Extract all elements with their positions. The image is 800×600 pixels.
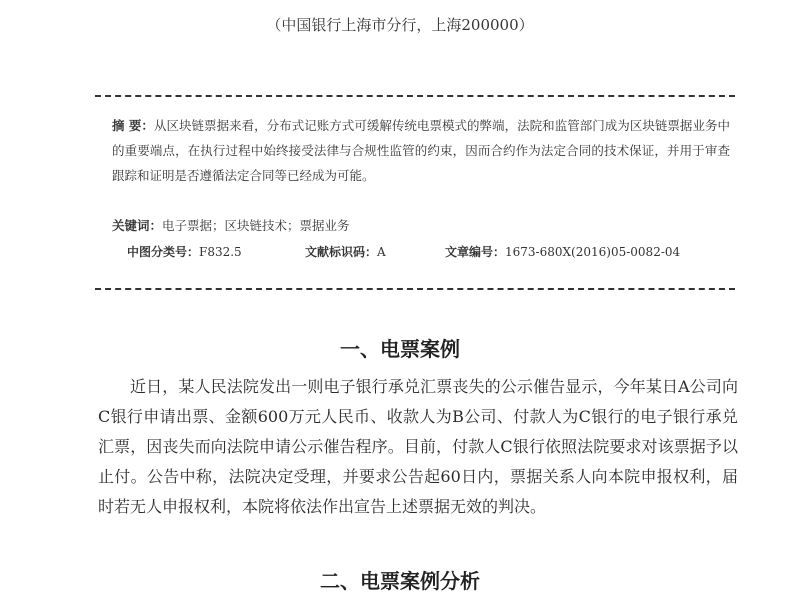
section-heading-e-bill-case: 一、电票案例 xyxy=(340,337,460,361)
clc-value: F832.5 xyxy=(199,245,242,259)
top-dashed-divider xyxy=(95,95,735,97)
article-number-value: 1673-680X(2016)05-0082-04 xyxy=(505,245,681,259)
article-number-label: 文章编号： xyxy=(445,245,506,259)
document-code xyxy=(305,243,386,260)
section-body-e-bill-case: 近日，某人民法院发出一则电子银行承兑汇票丧失的公示催告显示，今年某日A公司向C银行申请出票、金额600万元人民币、收款人为B公司、付款人为C银行的电子银行承兑汇票，因丧失而向法院申请公示催告程序。目前，付款人C银行依照法院要求对该票据予以止付。公告中称，法院决定受理，并要求公告起60日内，票据关系人向本院申报权利，届时若无人申报权利，本院将依法作出宣告上述票据无效的判决。 xyxy=(98,377,738,516)
author-affiliation: （中国银行上海市分行，上海200000） xyxy=(266,16,534,34)
bottom-dashed-divider xyxy=(95,288,735,290)
clc-number xyxy=(127,243,242,260)
abstract-label: 摘 要： xyxy=(112,118,154,133)
keywords-line xyxy=(112,216,350,234)
keywords-label: 关键词： xyxy=(112,218,163,233)
cropped-author-line xyxy=(345,0,455,4)
clc-label: 中图分类号： xyxy=(127,245,200,259)
article-number xyxy=(445,243,680,260)
doc-code-value: A xyxy=(377,245,386,259)
doc-code-label: 文献标识码： xyxy=(305,245,378,259)
section-heading-case-analysis: 二、电票案例分析 xyxy=(320,569,480,593)
abstract-text: 从区块链票据来看，分布式记账方式可缓解传统电票模式的弊端，法院和监管部门成为区块链票据业务中的重要端点，在执行过程中始终接受法律与合规性监管的约束，因而合约作为法定合同的技术保证，并用于审查跟踪和证明是否遵循法定合同等已经成为可能。 xyxy=(112,118,730,183)
abstract-block xyxy=(112,113,730,188)
keywords-text: 电子票据；区块链技术；票据业务 xyxy=(162,218,350,233)
